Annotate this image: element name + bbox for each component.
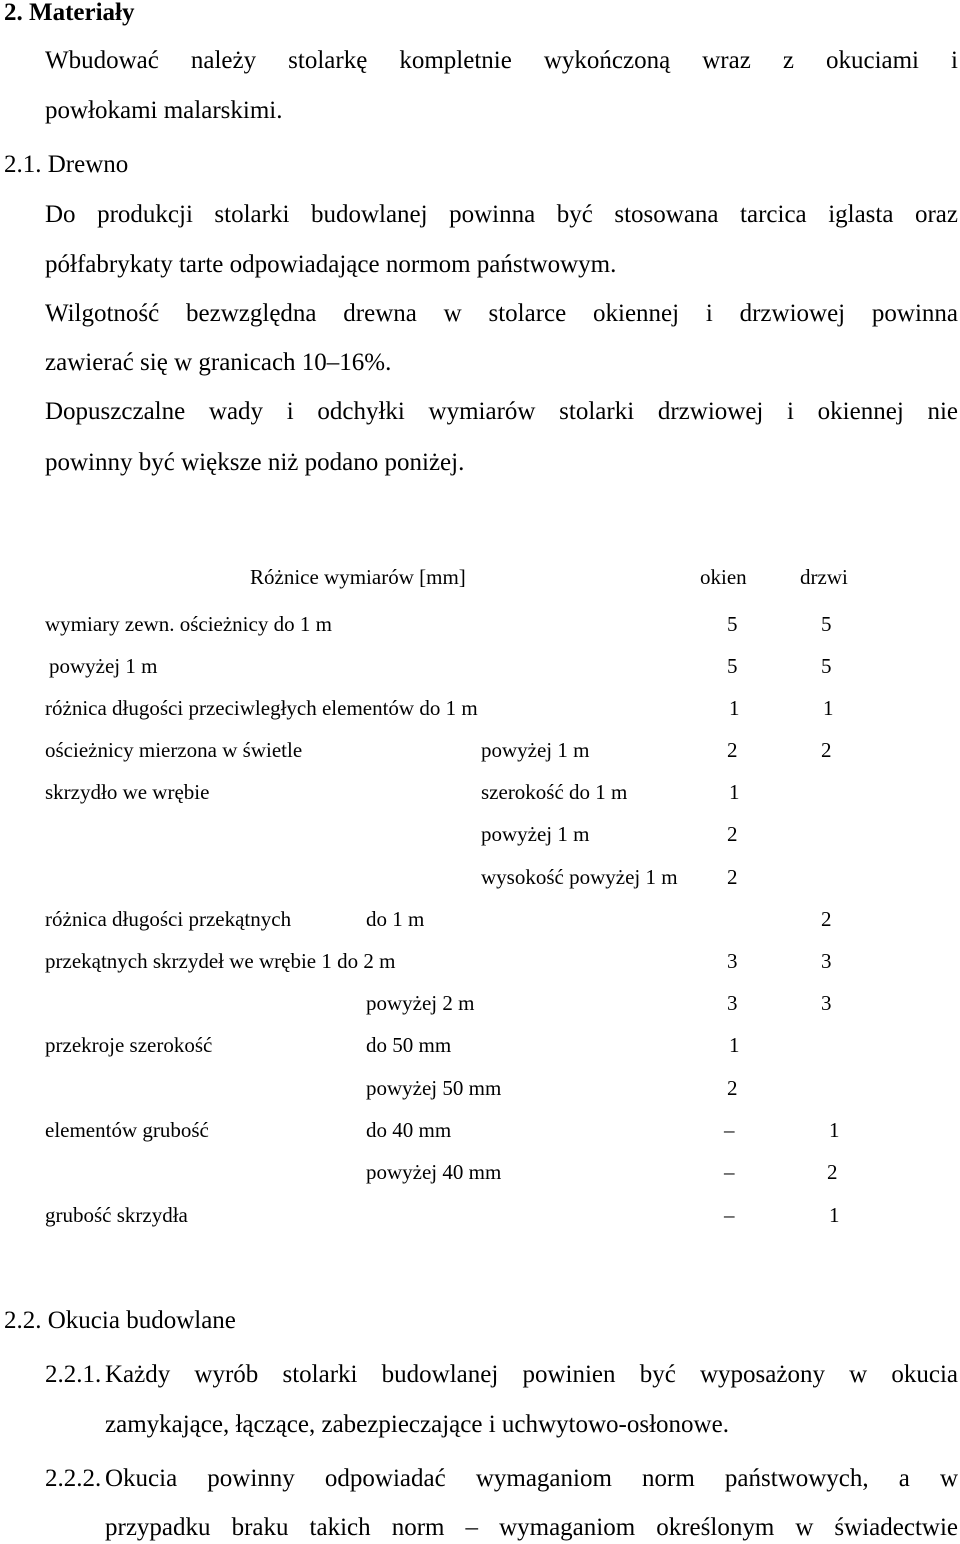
table-cell-drzwi: 2 — [821, 738, 832, 762]
paragraph-line: Wbudować należy stolarkę kompletnie wykończoną wraz z okuciami i — [45, 47, 958, 74]
paragraph-line: powinny być większe niż podano poniżej. — [45, 449, 465, 476]
table-cell-okien: 2 — [727, 738, 738, 762]
table-row-label: elementów grubość — [45, 1118, 209, 1142]
table-cell-drzwi: 3 — [821, 991, 832, 1015]
table-row-label: przekroje szerokość — [45, 1033, 213, 1057]
table-cell-drzwi: 5 — [821, 654, 832, 678]
list-item-number: 2.2.2. — [45, 1465, 102, 1492]
table-cell-drzwi: 1 — [823, 696, 834, 720]
paragraph-line: półfabrykaty tarte odpowiadające normom państwowym. — [45, 251, 617, 278]
table-cell-drzwi: 2 — [827, 1160, 838, 1184]
table-row-sublabel: powyżej 40 mm — [366, 1160, 502, 1184]
table-cell-drzwi: 1 — [829, 1118, 840, 1142]
table-row-label: różnica długości przeciwległych elementów do 1 m — [45, 696, 478, 720]
table-row-label: przekątnych skrzydeł we wrębie 1 do 2 m — [45, 949, 396, 973]
section-heading-drewno: 2.1. Drewno — [4, 151, 129, 178]
table-cell-okien: 2 — [727, 1076, 738, 1100]
table-row-label: różnica długości przekątnych — [45, 907, 292, 931]
table-header-drzwi: drzwi — [800, 565, 848, 589]
table-cell-drzwi: 1 — [829, 1203, 840, 1227]
list-item-number: 2.2.1. — [45, 1361, 102, 1388]
paragraph-line: przypadku braku takich norm – wymaganiom określonym w świadectwie — [105, 1514, 958, 1541]
table-row-sublabel: powyżej 2 m — [366, 991, 475, 1015]
table-cell-okien: – — [724, 1118, 735, 1142]
table-row-label: powyżej 1 m — [49, 654, 158, 678]
table-row-sublabel: do 50 mm — [366, 1033, 452, 1057]
table-cell-drzwi: 3 — [821, 949, 832, 973]
paragraph-line: Każdy wyrób stolarki budowlanej powinien być wyposażony w okucia — [105, 1361, 958, 1388]
table-row-label: wymiary zewn. ościeżnicy do 1 m — [45, 612, 332, 636]
paragraph-line: zawierać się w granicach 10–16%. — [45, 349, 392, 376]
paragraph-line: Wilgotność bezwzględna drewna w stolarce okiennej i drzwiowej powinna — [45, 300, 958, 327]
table-cell-okien: 5 — [727, 612, 738, 636]
table-row-sublabel: do 1 m — [366, 907, 425, 931]
table-cell-okien: – — [724, 1203, 735, 1227]
paragraph-line: Dopuszczalne wady i odchyłki wymiarów stolarki drzwiowej i okiennej nie — [45, 398, 958, 425]
table-row-sublabel: powyżej 1 m — [481, 822, 590, 846]
table-cell-okien: 3 — [727, 949, 738, 973]
table-cell-okien: 1 — [729, 696, 740, 720]
table-row-sublabel: do 40 mm — [366, 1118, 452, 1142]
table-cell-okien: 1 — [729, 1033, 740, 1057]
table-header-title: Różnice wymiarów [mm] — [250, 565, 466, 589]
table-row-sublabel: powyżej 50 mm — [366, 1076, 502, 1100]
table-row-label: ościeżnicy mierzona w świetle — [45, 738, 303, 762]
table-row-sublabel: szerokość do 1 m — [481, 780, 628, 804]
table-row-sublabel: wysokość powyżej 1 m — [481, 865, 678, 889]
paragraph-line: Do produkcji stolarki budowlanej powinna być stosowana tarcica iglasta oraz — [45, 201, 958, 228]
table-cell-drzwi: 2 — [821, 907, 832, 931]
table-cell-drzwi: 5 — [821, 612, 832, 636]
table-cell-okien: 2 — [727, 865, 738, 889]
table-cell-okien: 2 — [727, 822, 738, 846]
section-heading-materialy: 2. Materiały — [4, 0, 135, 26]
paragraph-line: Okucia powinny odpowiadać wymaganiom norm państwowych, a w — [105, 1465, 958, 1492]
table-header-okien: okien — [700, 565, 747, 589]
paragraph-line: powłokami malarskimi. — [45, 97, 283, 124]
table-cell-okien: – — [724, 1160, 735, 1184]
table-cell-okien: 5 — [727, 654, 738, 678]
section-heading-okucia: 2.2. Okucia budowlane — [4, 1307, 236, 1334]
table-cell-okien: 1 — [729, 780, 740, 804]
table-row-sublabel: powyżej 1 m — [481, 738, 590, 762]
table-row-label: grubość skrzydła — [45, 1203, 188, 1227]
table-cell-okien: 3 — [727, 991, 738, 1015]
paragraph-line: zamykające, łączące, zabezpieczające i uchwytowo-osłonowe. — [105, 1411, 729, 1438]
table-row-label: skrzydło we wrębie — [45, 780, 210, 804]
